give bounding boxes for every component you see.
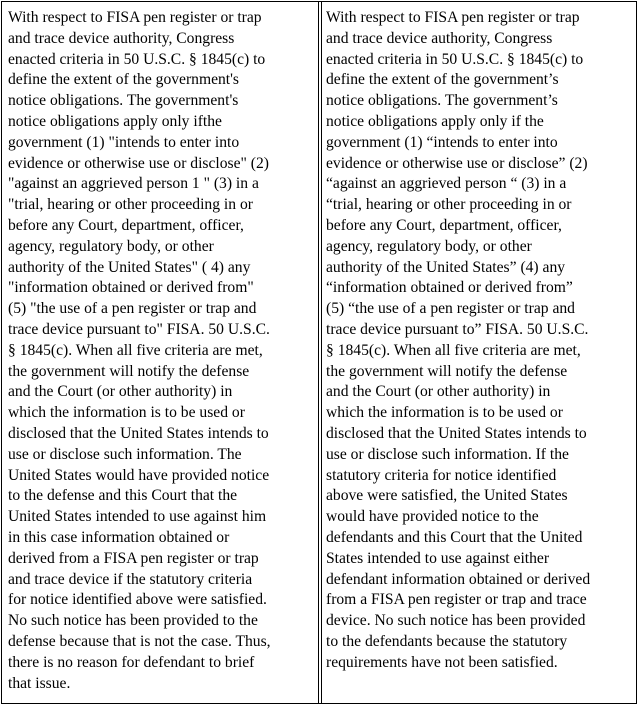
left-column-cell [2,2,319,703]
right-column-text-line: evidence or otherwise use or disclose” (2) [326,154,588,172]
right-column-text-line: before any Court, department, officer, [326,216,562,234]
left-column-text-line: With respect to FISA pen register or trap [8,9,262,26]
left-column-text-line: define the extent of the government's [8,71,240,89]
left-column-text-line: to the defense and this Court that the [8,487,238,505]
left-column-text-line: that issue. [8,674,71,692]
right-column-text-line: agency, regulatory body, or other [326,237,532,255]
left-column-text-line: the government will notify the defense [8,362,250,380]
left-column-text-line: and trace device if the statutory criteria [8,570,253,588]
left-column-text-line: government (1) "intends to enter into [8,133,240,151]
left-column-text-line: before any Court, department, officer, [8,216,244,234]
left-column-text-line: and trace device authority, Congress [8,29,235,47]
left-column-text-line: use or disclose such information. The [8,445,242,463]
left-column-text-line: "trial, hearing or other proceeding in or [8,196,253,214]
right-column-text-line: device. No such notice has been provided [326,612,586,630]
comparison-table [1,1,637,704]
right-column-text-line: government (1) “intends to enter into [326,133,558,151]
left-column-text-line: notice obligations apply only ifthe [8,112,222,130]
right-column-text-line: which the information is to be used or [326,404,563,422]
left-column-text-line: and the Court (or other authority) in [8,383,233,401]
left-column-text-line: trace device pursuant to" FISA. 50 U.S.C. [8,320,270,338]
right-column-text-line: “against an aggrieved person “ (3) in a [326,175,567,193]
left-column-text-line: derived from a FISA pen register or trap [8,549,259,567]
right-column-text-line: above were satisfied, the United States [326,487,568,505]
left-column-text-line: No such notice has been provided to the [8,612,258,630]
right-column-text-line: disclosed that the United States intends to [326,424,587,442]
right-column-text-line: to the defendants because the statutory [326,632,568,650]
left-column-text-line: disclosed that the United States intends to [8,424,269,442]
left-column-text-line: evidence or otherwise use or disclose" (2) [8,154,269,172]
right-column-text-line: States intended to use against either [326,549,550,567]
left-column-text-line: defense because that is not the case. Thus, [8,632,271,650]
right-column-text-line: “trial, hearing or other proceeding in or [326,196,572,214]
right-column-text-line: (5) “the use of a pen register or trap and [326,300,575,318]
left-column-text-line: (5) "the use of a pen register or trap and [8,300,257,318]
right-column-text-line: defendants and this Court that the United [326,528,583,546]
right-column-text-line: § 1845(c). When all five criteria are met, [326,341,581,359]
right-column-text-line: notice obligations. The government’s [326,92,558,110]
left-column-text-line: which the information is to be used or [8,404,245,422]
left-column-text-line: in this case information obtained or [8,528,230,546]
left-column-text-line: there is no reason for defendant to brief [8,653,255,671]
right-column-text-line: defendant information obtained or derived [326,570,591,588]
right-column-text-line: notice obligations apply only if the [326,112,544,130]
left-column-text-line: agency, regulatory body, or other [8,237,214,255]
right-column-text-line: the government will notify the defense [326,362,568,380]
left-column-text-line: for notice identified above were satisfied. [8,591,267,609]
right-column-text-line: “information obtained or derived from” [326,279,573,297]
left-column-text-line: "information obtained or derived from" [8,279,254,297]
right-column-text-line: With respect to FISA pen register or trap [326,9,580,26]
left-column-text-line: authority of the United States" ( 4) any [8,258,251,276]
right-column-text-line: statutory criteria for notice identified [326,466,557,484]
left-column-text-line: notice obligations. The government's [8,92,239,110]
left-column-text-line: enacted criteria in 50 U.S.C. § 1845(c) to [8,50,266,68]
right-column-text-line: enacted criteria in 50 U.S.C. § 1845(c) to [326,50,584,68]
left-column-text-line: United States would have provided notice [8,466,270,484]
right-column-text-line: from a FISA pen register or trap and trace [326,591,587,609]
right-column-text-line: and trace device authority, Congress [326,29,553,47]
left-column-text-line: "against an aggrieved person 1 " (3) in a [8,175,259,193]
right-column-cell [321,2,636,703]
right-column-text-line: authority of the United States” (4) any [326,258,566,276]
right-column-text-line: and the Court (or other authority) in [326,383,551,401]
right-column-text-line: trace device pursuant to” FISA. 50 U.S.C. [326,320,589,338]
left-column-text-line: § 1845(c). When all five criteria are met, [8,341,263,359]
right-column-text-line: use or disclose such information. If the [326,445,569,463]
right-column-text-line: requirements have not been satisfied. [326,653,558,671]
right-column-text-line: would have provided notice to the [326,508,539,526]
right-column-text-line: define the extent of the government’s [326,71,559,89]
left-column-text-line: United States intended to use against him [8,508,267,526]
